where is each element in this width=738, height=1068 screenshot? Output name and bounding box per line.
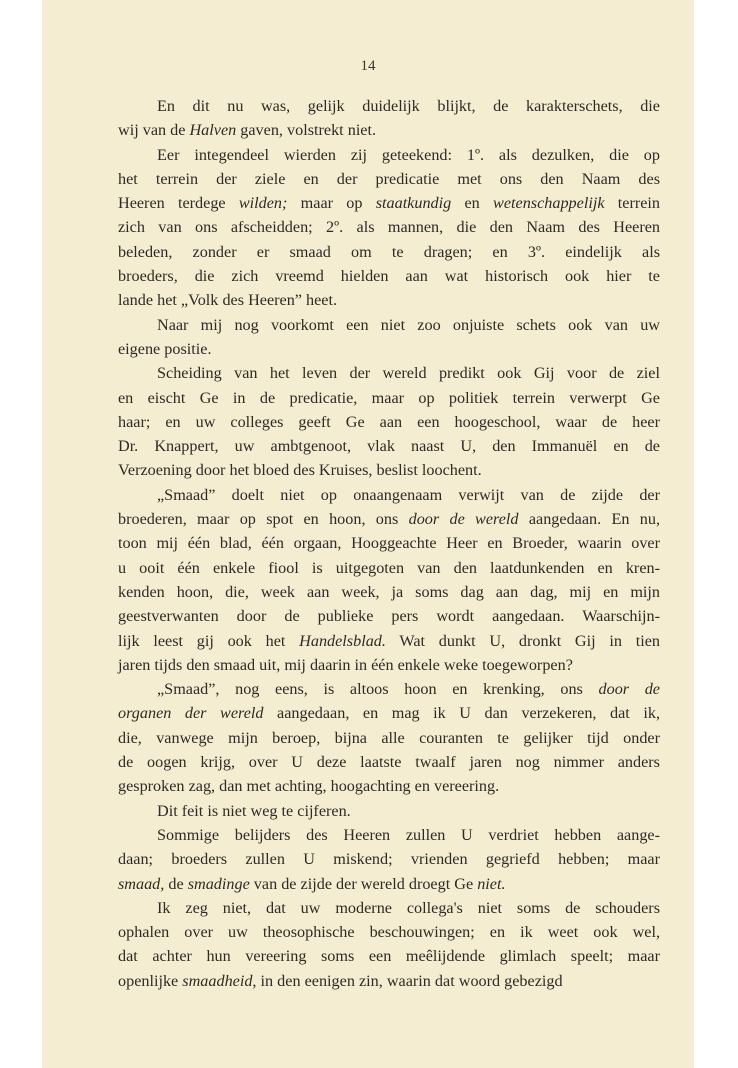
text-line (118, 872, 660, 896)
text-line (118, 823, 660, 847)
text-run: Verzoening door het bloed des Kruises, beslist loochent. (118, 461, 482, 480)
italic-text: smadinge (187, 874, 250, 893)
text-run: openlijke (118, 971, 183, 990)
italic-text: Handelsblad. (299, 631, 386, 650)
text-run: Scheiding van het leven der wereld predikt ook Gij voor de ziel (157, 364, 660, 383)
text-run: jaren tijds den smaad uit, mij daarin in één enkele weke toegeworpen? (118, 655, 573, 674)
paragraph (118, 143, 660, 313)
text-line (118, 410, 660, 434)
text-run: Eer integendeel wierden zij geteekend: 1º. als dezulken, die op (157, 145, 660, 164)
text-line (118, 920, 660, 944)
italic-text: wilden; (238, 194, 288, 213)
text-run: broederen, maar op spot en hoon, ons (118, 510, 409, 529)
italic-text: niet. (477, 874, 506, 893)
italic-text: wetenschappelijk (493, 194, 605, 213)
text-line (118, 386, 660, 410)
text-line (118, 556, 660, 580)
text-run: u ooit één enkele fiool is uitgegoten van den laatdunkenden en kren- (118, 558, 660, 577)
text-line (118, 701, 660, 725)
paragraph (118, 677, 660, 798)
text-line (118, 969, 660, 993)
text-line (118, 434, 660, 458)
italic-text: door de wereld (408, 510, 519, 529)
text-line (118, 191, 660, 215)
text-run: „Smaad” doelt niet op onaangenaam verwijt van de zijde der (157, 485, 660, 504)
text-line (118, 264, 660, 288)
page-number: 14 (360, 58, 376, 74)
italic-text: smaad, (118, 874, 165, 893)
text-run: Dr. Knappert, uw ambtgenoot, vlak naast U, den Immanuël en de (118, 437, 660, 456)
text-run: dat achter hun vereering soms een meêlijdende glimlach speelt; maar (118, 947, 660, 966)
italic-text: door de (598, 680, 660, 699)
text-run: Naar mij nog voorkomt een niet zoo onjuiste schets ook van uw (157, 315, 660, 334)
text-run: wij van de (118, 121, 190, 140)
text-line (118, 847, 660, 871)
italic-text: staatkundig (375, 194, 452, 213)
text-line (118, 653, 660, 677)
text-line (118, 677, 660, 701)
body-text (118, 94, 660, 993)
text-line (118, 167, 660, 191)
text-line (118, 337, 660, 361)
text-run: en eischt Ge in de predicatie, maar op politiek terrein verwerpt Ge (118, 388, 660, 407)
text-run: de (164, 874, 188, 893)
text-run: geestverwanten door de publieke pers wordt aangedaan. Waarschijn- (118, 607, 660, 626)
text-line (118, 774, 660, 798)
italic-text: smaadheid, (182, 971, 257, 990)
text-run: Ik zeg niet, dat uw moderne collega's niet soms de schouders (157, 898, 660, 917)
text-run: en (451, 194, 494, 213)
text-line (118, 750, 660, 774)
text-line (118, 726, 660, 750)
text-run: terrein (604, 194, 661, 213)
paragraph (118, 483, 660, 677)
text-line (118, 629, 660, 653)
text-run: Wat dunkt U, dronkt Gij in tien (385, 631, 660, 650)
text-run: aangedaan, en mag ik U dan verzekeren, dat ik, (263, 704, 660, 723)
paragraph (118, 799, 660, 823)
text-line (118, 143, 660, 167)
text-line (118, 118, 660, 142)
text-run: gaven, volstrekt niet. (236, 121, 377, 140)
text-line (118, 361, 660, 385)
italic-text: Halven (189, 121, 237, 140)
paragraph (118, 94, 660, 143)
text-line (118, 531, 660, 555)
text-run: haar; en uw colleges geeft Ge aan een hoogeschool, waar de heer (118, 412, 660, 431)
text-line (118, 483, 660, 507)
text-run: eigene positie. (118, 339, 212, 358)
book-page (42, 0, 694, 1068)
text-run: daan; broeders zullen U miskend; vrienden gegriefd hebben; maar (118, 850, 660, 869)
paragraph (118, 896, 660, 993)
text-line (118, 507, 660, 531)
text-line (118, 313, 660, 337)
text-run: Heeren terdege (118, 194, 239, 213)
text-run: gesproken zag, dan met achting, hoogachting en vereering. (118, 777, 500, 796)
paragraph (118, 823, 660, 896)
text-line (118, 215, 660, 239)
italic-text: organen der wereld (118, 704, 264, 723)
text-run: lande het „Volk des Heeren” heet. (118, 291, 338, 310)
text-run: het terrein der ziele en der predicatie met ons den Naam des (118, 169, 660, 188)
text-line (118, 288, 660, 312)
text-run: die, vanwege mijn beroep, bijna alle couranten te gelijker tijd onder (118, 728, 660, 747)
text-line (118, 799, 660, 823)
paragraph (118, 361, 660, 482)
text-line (118, 240, 660, 264)
text-run: Sommige belijders des Heeren zullen U verdriet hebben aange- (157, 825, 660, 844)
text-run: toon mij één blad, één orgaan, Hooggeachte Heer en Broeder, waarin over (118, 534, 660, 553)
text-run: kenden hoon, die, week aan week, ja soms dag aan dag, mij en mijn (118, 582, 660, 601)
text-run: ophalen over uw theosophische beschouwingen; en ik weet ook wel, (118, 923, 660, 942)
text-line (118, 944, 660, 968)
text-line (118, 896, 660, 920)
text-run: in den eenigen zin, waarin dat woord gebezigd (256, 971, 563, 990)
text-run: de oogen krijg, over U deze laatste twaalf jaren nog nimmer anders (118, 753, 660, 772)
text-run: broeders, die zich vreemd hielden aan wat historisch ook hier te (118, 267, 660, 286)
text-line (118, 458, 660, 482)
text-run: En dit nu was, gelijk duidelijk blijkt, de karakterschets, die (157, 97, 660, 115)
text-line (118, 94, 660, 118)
paragraph (118, 313, 660, 362)
text-run: lijk leest gij ook het (118, 631, 300, 650)
text-run: zich van ons afscheidden; 2º. als mannen, die den Naam des Heeren (118, 218, 660, 237)
text-line (118, 580, 660, 604)
text-run: „Smaad”, nog eens, is altoos hoon en krenking, ons (157, 680, 599, 699)
text-run: maar op (287, 194, 376, 213)
text-run: aangedaan. En nu, (518, 510, 661, 529)
text-run: beleden, zonder er smaad om te dragen; en 3º. eindelijk als (118, 242, 660, 261)
text-line (118, 604, 660, 628)
text-run: van de zijde der wereld droegt Ge (249, 874, 478, 893)
text-run: Dit feit is niet weg te cijferen. (157, 801, 351, 820)
